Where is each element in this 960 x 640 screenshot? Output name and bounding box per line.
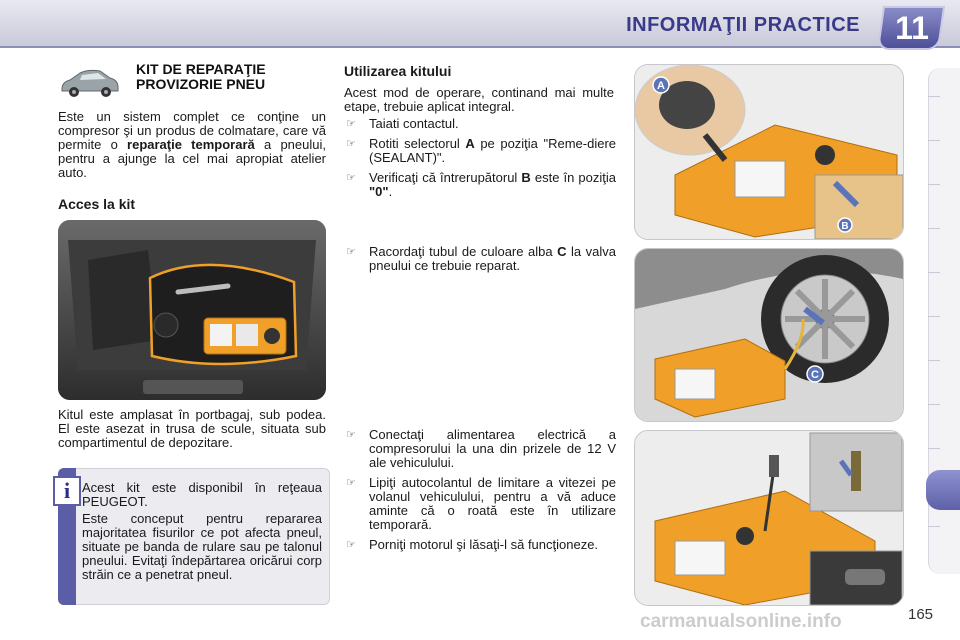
- page-number: 165: [908, 606, 934, 623]
- step-item: ☞ Porniţi motorul şi lăsaţi-l să funcţioneze.: [346, 537, 599, 552]
- info-text-availability: Acest kit este disponibil în reţeaua PEUGEOT.: [82, 480, 322, 509]
- trunk-photo: [58, 220, 326, 400]
- label-a: A: [657, 80, 665, 92]
- page-title: INFORMAŢII PRACTICE: [626, 14, 860, 36]
- step-item: ☞ Verificaţi că întrerupătorul B este în poziţia "0".: [346, 170, 616, 199]
- tab-divider: [928, 184, 940, 185]
- pointing-hand-icon: ☞: [346, 539, 356, 551]
- pointing-hand-icon: ☞: [346, 246, 356, 258]
- pointing-hand-icon: ☞: [346, 172, 356, 184]
- car-icon: [58, 65, 122, 99]
- pointing-hand-icon: ☞: [346, 477, 356, 489]
- steps-list: [344, 117, 616, 205]
- label-c: C: [811, 369, 819, 381]
- intro-paragraph: Este un sistem complet ce conţine un compresor şi un produs de colmatare, care vă permite o reparaţie temporară a pneului, pentru a ajunge la cel mai apropiat atelier auto.: [58, 109, 326, 180]
- tab-divider: [928, 526, 940, 527]
- acces-heading: Acces la kit: [58, 196, 136, 212]
- pointing-hand-icon: ☞: [346, 118, 356, 130]
- usage-heading: Utilizarea kitului: [344, 63, 452, 79]
- info-text-usage: Este conceput pentru repararea majoritatea fisurilor ce pot afecta pneul, situate pe banda de rulare sau pe talonul pneului. Evitaţi îndepărtarea oricărui corp străin ce a penetrat pneul.: [82, 511, 322, 582]
- watermark: carmanualsonline.info: [640, 611, 842, 632]
- active-chapter-tab[interactable]: [926, 470, 960, 510]
- step-item: ☞ Racordaţi tubul de culoare alba C la valva pneului ce trebuie reparat.: [346, 244, 616, 273]
- tab-divider: [928, 96, 940, 97]
- chapter-number: 11: [895, 10, 929, 46]
- info-icon: i: [53, 476, 81, 506]
- power-connection-illustration: [634, 430, 904, 606]
- trunk-description: Kitul este amplasat în portbagaj, sub podea. El este asezat in trusa de scule, situata sub compartimentul de depozitare.: [58, 407, 326, 450]
- pointing-hand-icon: ☞: [346, 429, 356, 441]
- label-b: B: [841, 221, 849, 232]
- tab-divider: [928, 140, 940, 141]
- compressor-selector-illustration: [634, 64, 904, 240]
- tab-divider: [928, 404, 940, 405]
- tab-divider: [928, 448, 940, 449]
- tab-divider: [928, 272, 940, 273]
- step-item: ☞ Rotiti selectorul A pe poziţia "Reme-diere (SEALANT)".: [346, 136, 616, 165]
- usage-intro: Acest mod de operare, continand mai multe etape, trebuie aplicat integral.: [344, 85, 614, 114]
- steps-list: [344, 428, 616, 558]
- pointing-hand-icon: ☞: [346, 138, 356, 150]
- step-item: ☞ Taiati contactul.: [346, 116, 459, 131]
- step-item: ☞ Conectaţi alimentarea electrică a compresorului la una din prizele de 12 V ale vehiculului.: [346, 427, 616, 470]
- tab-divider: [928, 316, 940, 317]
- steps-list: [344, 245, 616, 279]
- tab-divider: [928, 360, 940, 361]
- tab-divider: [928, 228, 940, 229]
- step-item: ☞ Lipiţi autocolantul de limitare a vitezei pe volanul vehiculului, pentru a vă aduce aminte că o roată este în utilizare temporară.: [346, 475, 616, 532]
- tyre-valve-illustration: [634, 248, 904, 422]
- section-title: KIT DE REPARAŢIE PROVIZORIE PNEU: [136, 61, 266, 92]
